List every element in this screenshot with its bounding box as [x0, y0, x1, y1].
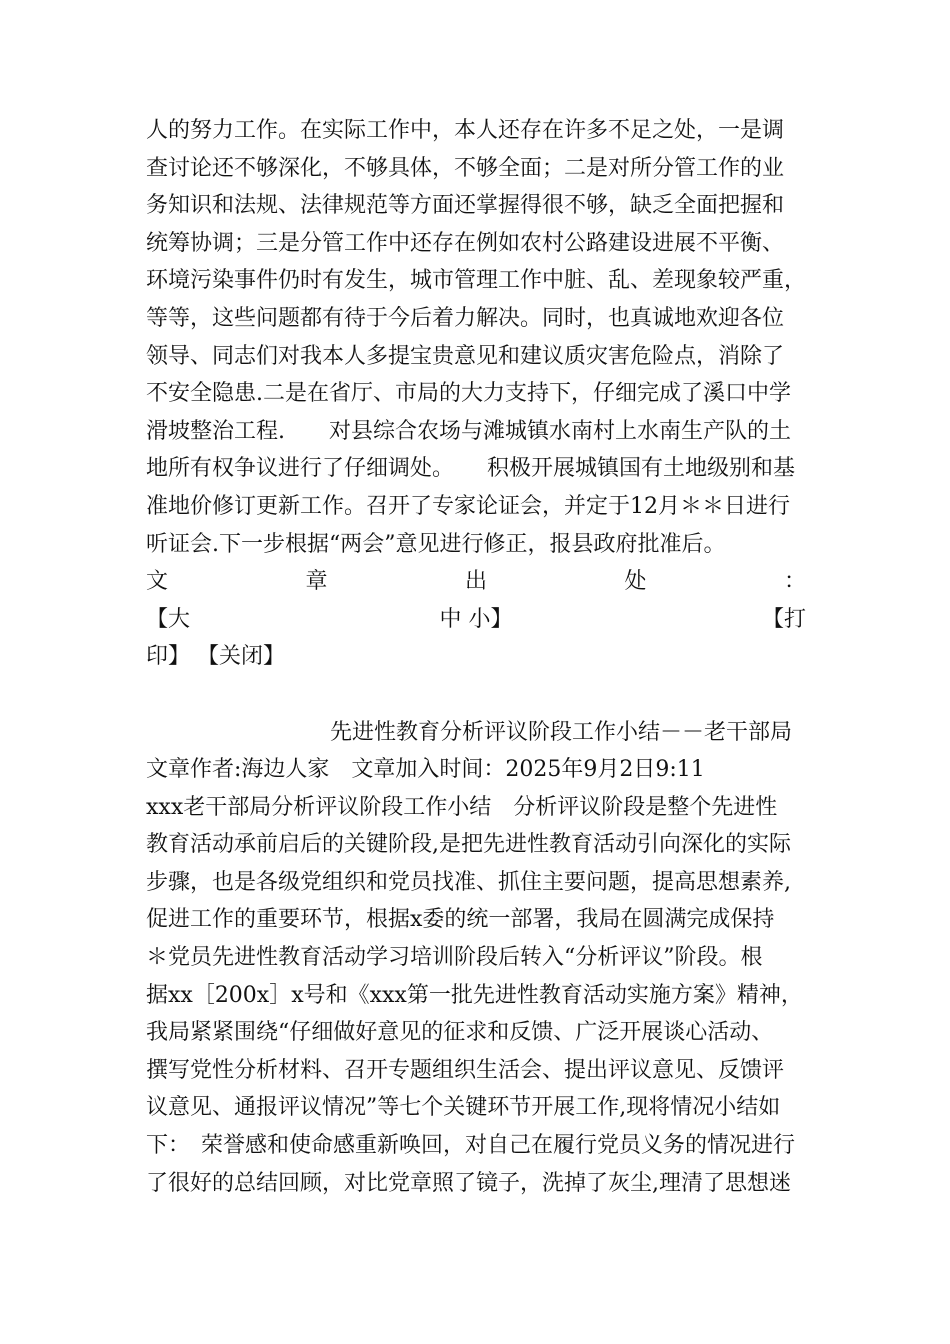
text-line: 了很好的总结回顾，对比党章照了镜子，洗掉了灰尘,理清了思想迷 [146, 1170, 791, 1196]
document-page [146, 112, 806, 1202]
source-char: 处 [624, 569, 647, 595]
text-line: 听证会.下一步根据“两会”意见进行修正，报县政府批准后。 [146, 531, 726, 557]
text-line: 下： 荣誉感和使命感重新唤回，对自己在履行党员义务的情况进行 [146, 1133, 796, 1159]
text-line: 务知识和法规、法律规范等方面还掌握得很不够，缺乏全面把握和 [146, 193, 785, 219]
article-title: 先进性教育分析评议阶段工作小结－－老干部局 [330, 719, 793, 745]
source-char: 文 [146, 569, 169, 595]
close-link[interactable]: 【关闭】 [197, 644, 286, 670]
print-close-controls [146, 638, 806, 676]
print-link-continued[interactable]: 印】 [146, 644, 191, 670]
spacer [146, 676, 806, 714]
text-line: xxx老干部局分析评议阶段工作小结 分析评议阶段是整个先进性 [146, 794, 778, 820]
text-line: 步骤，也是各级党组织和党员找准、抓住主要问题，提高思想素养, [146, 869, 791, 895]
text-line: 地所有权争议进行了仔细调处。 积极开展城镇国有土地级别和基 [146, 456, 796, 482]
font-size-large-link[interactable]: 【大 [146, 606, 191, 632]
text-line: 议意见、通报评议情况”等七个关键环节开展工作,现将情况小结如 [146, 1095, 781, 1121]
text-line: 环境污染事件仍时有发生，城市管理工作中脏、乱、差现象较严重， [146, 268, 807, 294]
source-char: ： [783, 569, 806, 595]
text-line: 查讨论还不够深化，不够具体，不够全面；二是对所分管工作的业 [146, 155, 785, 181]
print-link[interactable]: 【打 [761, 606, 806, 632]
text-line: 领导、同志们对我本人多提宝贵意见和建议质灾害危险点，消除了 [146, 343, 785, 369]
article-source-line [146, 563, 806, 601]
text-line: 促进工作的重要环节，根据x委的统一部署，我局在圆满完成保持 [146, 907, 775, 933]
text-line: 等等，这些问题都有待于今后着力解决。同时，也真诚地欢迎各位 [146, 305, 785, 331]
font-size-controls [146, 601, 806, 639]
font-size-medium-small-link[interactable]: 中 小】 [439, 606, 513, 632]
text-line: 准地价修订更新工作。召开了专家论证会，并定于12月＊＊日进行 [146, 493, 790, 519]
text-line: 不安全隐患.二是在省厅、市局的大力支持下，仔细完成了溪口中学 [146, 381, 791, 407]
text-line: ＊党员先进性教育活动学习培训阶段后转入“分析评议”阶段。根 [146, 945, 763, 971]
source-char: 出 [464, 569, 487, 595]
text-line: 人的努力工作。在实际工作中，本人还存在许多不足之处，一是调 [146, 118, 785, 143]
text-line: 据xx［200x］x号和《xxx第一批先进性教育活动实施方案》精神， [146, 982, 803, 1008]
text-line: 我局紧紧围绕“仔细做好意见的征求和反馈、广泛开展谈心活动、 [146, 1020, 774, 1046]
body-section-2 [146, 789, 806, 1203]
article-meta: 文章作者:海边人家 文章加入时间：2025年9月2日9:11 [146, 757, 705, 783]
body-section-1 [146, 112, 806, 563]
source-char: 章 [305, 569, 328, 595]
text-line: 教育活动承前启后的关键阶段,是把先进性教育活动引向深化的实际 [146, 832, 791, 858]
text-line: 撰写党性分析材料、召开专题组织生活会、提出评议意见、反馈评 [146, 1057, 785, 1083]
text-line: 滑坡整治工程. 对县综合农场与滩城镇水南村上水南生产队的土 [146, 418, 791, 444]
text-line: 统筹协调；三是分管工作中还存在例如农村公路建设进展不平衡、 [146, 230, 785, 256]
